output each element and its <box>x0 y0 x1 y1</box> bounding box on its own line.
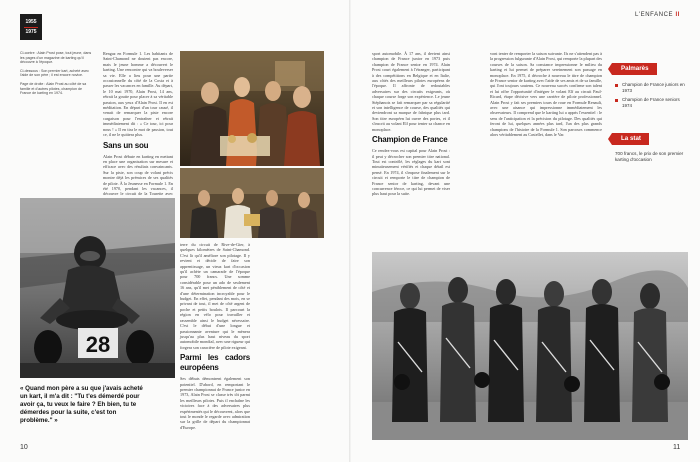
column-1-intro: Rengaz en Formule 1. Les habitants de Saint-Chamond ne doutent pas encore, mais le jeune homme a découvert le karting. Une rencontre qui va bouleverser sa vie. Elle a lieu pour une partie occasionnelle du côté de la Costa et à passer les vacances en famille. Au départ, le 10 mai 1970, Alain Prost, 14 ans, rétrait la goutte pour placer à sa véritable passion, aux yeux d'Alain Prost. Il en est méditation. En départ d'un tour causé, il venait de remarquer la piste encore cargaison pour l'entraîner et rétrait immédiatement dit : « Ce tour, ici pour nous ! » Il en tira le mot de passion, tout ce, il ne le quittera plus. <box>103 51 173 138</box>
sidebar <box>612 57 686 163</box>
pull-quote <box>20 385 150 426</box>
year-divider <box>24 27 38 28</box>
heading-champion-de-france: Champion de France <box>372 135 448 145</box>
pull-quote-text: « Quand mon père a su que j'avais acheté un kart, il m'a dit : "Tu t'es démerdé pour avoir ça, tu veux le faire ? Eh bien, tu te démerdes pour la suite, c'est ton problème." » <box>20 385 143 424</box>
svg-text:28: 28 <box>85 332 111 357</box>
column-right-1 <box>372 51 450 247</box>
stat-tag: La stat <box>612 133 649 145</box>
column-right-1-body-2: Ce rendez-vous est capital pour Alain Prost : il peut y décrocher son premier titre national. Tout est contrôlé, les réglages du kart sont minutieusement vérifiés et chaque détail est pensé. En 1974, il s'impose finalement sur le circuit et remporte le titre de champion de France senior de karting, devant une concurrence féroce, ce qui lui permet de viser plus haut pour la suite. <box>372 148 450 197</box>
column-2-body-2: Ses débuts démontrent également son potentiel. D'abord, en remportant le premier championnat de France junior en 1973, Alain Prost se classe très tôt parmi les meilleurs pilotes. Puis il enchaîne les victoires face à des adversaires plus expérimentés qui le découvrent, alors que tout le monde le regarde avec admiration sur la grille de départ du championnat d'Europe. <box>180 376 250 430</box>
palmares-tag: Palmarès <box>612 63 657 75</box>
palmares-list <box>615 82 686 109</box>
family-photo <box>180 51 324 166</box>
year-end: 1975 <box>25 29 37 35</box>
section-header <box>635 12 680 18</box>
column-2 <box>180 242 250 440</box>
column-2-body-1: terre du circuit de Rive-de-Gier, à quelques kilomètres de Saint-Chamond. C'est là qu'il améliore son pilotage. Il y revient et décide de faire son apprentissage, un vieux kart d'occasion qu'il achète un camarade de l'époque pour 700 francs. Une somme considérable pour un ado de seulement 16 ans, qu'il met péniblement de côté et d'une détermination incroyable pour le budget. En effet, pendant des mois, en se privant de tout, il met de côté argent de poche et petits boulots. Il parcourt la région en vélo pour travailler et rassemble ainsi le budget nécessaire. C'est le début d'une longue et passionnante aventure qui le mènera jusqu'au plus haut niveau du sport automobile mondial, avec une rigueur qui forgera son caractère de pilote exigeant. <box>180 242 251 350</box>
column-3-left-page <box>255 242 325 440</box>
page-number-right: 11 <box>673 444 681 451</box>
heading-sans-un-sou: Sans un sou <box>103 140 149 150</box>
drivers-group-photo <box>372 252 688 440</box>
column-right-2-body: vont tenter de remporter la saison suivante. Ils ne s'attendent pas à la progression fulgurante d'Alain Prost, qui remporte la plupart des courses de la saison. Sa constance impressionne le milieu du karting et lui permet de préparer sereinement son passage en monoplace. En 1975, il décroche à nouveau le titre de champion de France senior de karting avec l'aide de ses amis et de sa famille, qui l'ont toujours soutenu. Ce nouveau succès confirme son talent et lui offre l'opportunité d'intégrer le volant Elf au circuit Paul-Ricard, étape décisive vers une carrière de pilote professionnel. Alain Prost y fait ses premiers tours de roue en Formule Renault, avec une aisance qui impressionne immédiatement les observateurs. Il comprend que le karting lui a appris l'essentiel : le sens de l'anticipation et la précision du pilotage. Des qualités qui feront de lui, quelques années plus tard, l'un des plus grands champions de l'histoire de la Formule 1. Son parcours commence alors véritablement au Castellet, dans le Var. <box>490 51 602 138</box>
palmares-item: Champion de France seniors 1974 <box>615 97 686 109</box>
column-right-1-body-1: sport automobile. À 17 ans, il devient ainsi champion de France junior en 1973 puis champion de France senior en 1974. Alain Prost court également à l'étranger, participant à des compétitions en Belgique et en Italie, aux côtés des meilleurs pilotes européens de l'époque. Il affronte de redoutables adversaires sur des circuits exigeants, où chaque course forge son expérience. Le jeune Stéphanois se fait remarquer par sa régularité et son intelligence de course, des qualités qui deviendront sa marque de fabrique plus tard. Son titre européen lui ouvre des portes, et il s'inscrit au volant Elf pour tenter sa chance en monoplace. <box>372 51 450 132</box>
caption-2: Ci-dessous : Son premier kart, acheté avec l'aide de son père ; il est encore novice. <box>20 68 89 78</box>
caption-3: Page de droite : Alain Prost au côté de sa famille et d'autres pilotes, champion de France de karting en 1974. <box>20 81 87 96</box>
column-1 <box>103 51 173 197</box>
ceremony-photo <box>180 168 324 238</box>
page-gutter <box>349 0 351 462</box>
palmares-item: Champion de France juniors en 1973 <box>615 82 686 94</box>
caption-1: Ci-contre : Alain Prost pose, tout jeune, dans les pages d'un magazine de karting qu'il découvre à l'époque. <box>20 51 92 65</box>
year-tab <box>20 14 42 40</box>
section-marker: II <box>675 12 680 18</box>
heading-cadors-europeens: Parmi les cadors européens <box>180 353 250 373</box>
kart-photo <box>20 198 175 378</box>
column-right-2 <box>490 51 602 247</box>
stat-text: 700 francs, le prix de son premier karting d'occasion <box>615 151 684 162</box>
year-start: 1955 <box>25 19 37 25</box>
column-1-body: Alain Prost débute en karting en mettant en place une organisation sur mesure et efficace avec des résultats convaincants. Sur la piste, son coup de volant précis montre déjà les prémices de ses qualités de pilote. À la Jeunesse en Formule 1. En été 1970, pendant les vacances, il découvre le circuit de la Tourette avec <box>103 153 173 197</box>
photo-captions <box>20 51 94 100</box>
page-number-left: 10 <box>20 444 28 451</box>
section-title: L'ENFANCE <box>634 12 674 18</box>
